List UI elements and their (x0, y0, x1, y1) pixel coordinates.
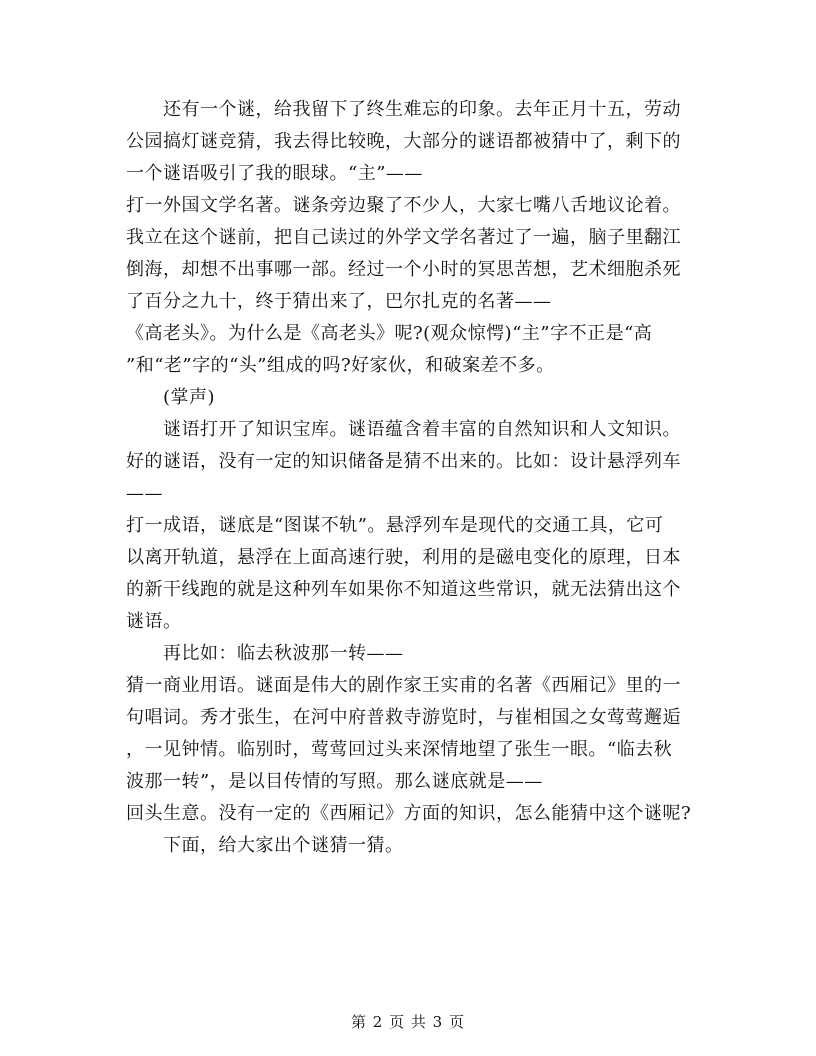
text-line: 还有一个谜，给我留下了终生难忘的印象。去年正月十五，劳动 (126, 99, 681, 120)
page-number: 第 2 页 共 3 页 (351, 1013, 465, 1031)
text-line: 以离开轨道，悬浮在上面高速行驶，利用的是磁电变化的原理，日本 (126, 547, 681, 568)
text-line: 谜语。 (126, 611, 182, 632)
text-line: 《高老头》。为什么是《高老头》呢?(观众惊愕)“主”字不正是“高 (126, 323, 653, 344)
text-line: —— (126, 483, 163, 504)
text-line: 波那一转”，是以目传情的写照。那么谜底就是—— (126, 771, 543, 792)
text-line: 打一外国文学名著。谜条旁边聚了不少人，大家七嘴八舌地议论着。 (126, 195, 681, 216)
text-line: 好的谜语，没有一定的知识储备是猜不出来的。比如：设计悬浮列车 (126, 451, 681, 472)
text-line: 的新干线跑的就是这种列车如果你不知道这些常识，就无法猜出这个 (126, 579, 681, 600)
text-line: (掌声) (126, 387, 216, 408)
text-line: 谜语打开了知识宝库。谜语蕴含着丰富的自然知识和人文知识。 (126, 419, 681, 440)
text-line: ”和“老”字的“头”组成的吗?好家伙，和破案差不多。 (126, 355, 555, 376)
text-line: 打一成语，谜底是“图谋不轨”。悬浮列车是现代的交通工具，它可 (126, 515, 664, 536)
text-line: 下面，给大家出个谜猜一猜。 (126, 835, 404, 856)
text-line: 再比如：临去秋波那一转—— (126, 643, 404, 664)
text-line: 了百分之九十，终于猜出来了，巴尔扎克的名著—— (126, 291, 552, 312)
text-line: ，一见钟情。临别时，莺莺回过头来深情地望了张生一眼。“临去秋 (126, 739, 673, 760)
body-text (126, 94, 696, 862)
text-line: 猜一商业用语。谜面是伟大的剧作家王实甫的名著《西厢记》里的一 (126, 675, 681, 696)
text-line: 公园搞灯谜竞猜，我去得比较晚，大部分的谜语都被猜中了，剩下的 (126, 131, 681, 152)
text-line: 回头生意。没有一定的《西厢记》方面的知识，怎么能猜中这个谜呢? (126, 803, 692, 824)
text-line: 倒海，却想不出事哪一部。经过一个小时的冥思苦想，艺术细胞杀死 (126, 259, 681, 280)
text-line: 一个谜语吸引了我的眼球。“主”—— (126, 163, 423, 184)
text-line: 句唱词。秀才张生，在河中府普救寺游览时，与崔相国之女莺莺邂逅 (126, 707, 681, 728)
text-line: 我立在这个谜前，把自己读过的外学文学名著过了一遍，脑子里翻江 (126, 227, 681, 248)
